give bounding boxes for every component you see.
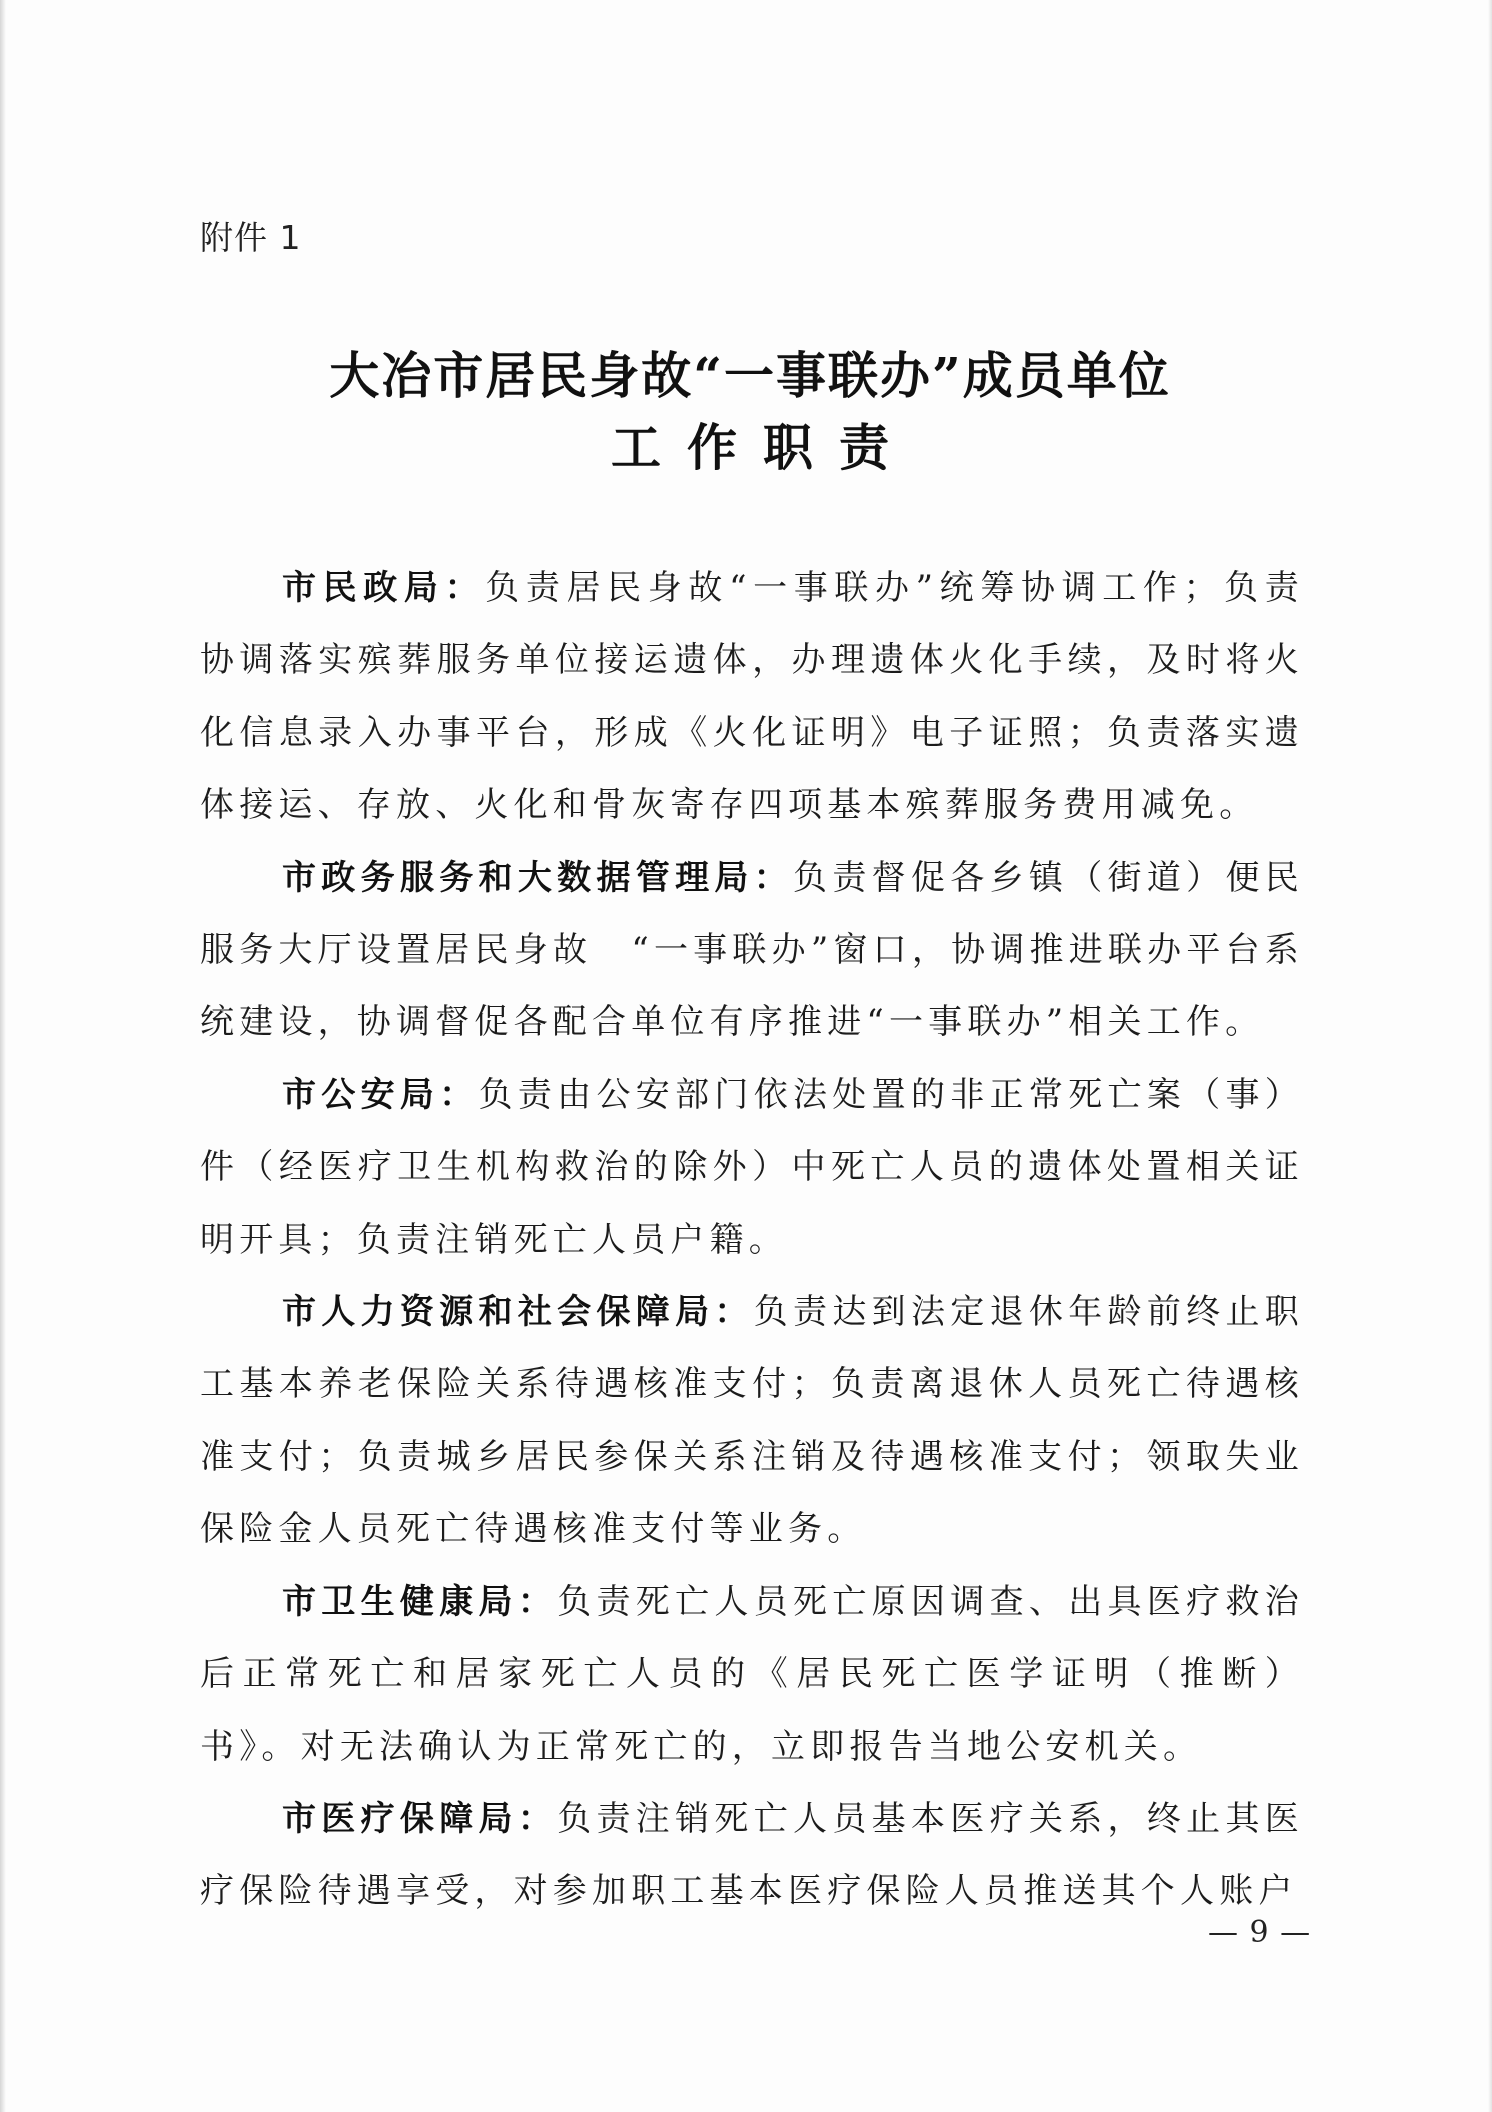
document-body [200,552,1304,1928]
department-name: 市人力资源和社会保障局： [282,1292,754,1333]
paragraph-government-services [200,842,1304,1059]
paragraph-text: 负责督促各乡镇（街道）便民服务大厅设置居民身故 “一事联办”窗口，协调推进联办平台系统建设，协调督促各配合单位有序推进“一事联办”相关工作。 [200,857,1304,1043]
paragraph-public-security [200,1059,1304,1276]
document-title-line-1: 大冶市居民身故“一事联办”成员单位 [329,346,1171,405]
department-name: 市医疗保障局： [282,1798,558,1839]
department-name: 市卫生健康局： [282,1581,558,1622]
attachment-label: 附件 1 [200,218,302,257]
paragraph-civil-affairs [200,552,1304,842]
department-name: 市政务服务和大数据管理局： [282,857,794,898]
scan-edge-left [0,0,6,2112]
paragraph-human-resources [200,1276,1304,1566]
document-title-line-2: 工作职责 [611,418,915,477]
paragraph-text: 负责达到法定退休年龄前终止职工基本养老保险关系待遇核准支付；负责离退休人员死亡待遇核准支付；负责城乡居民参保关系注销及待遇核准支付；领取失业保险金人员死亡待遇核准支付等业务。 [200,1292,1304,1550]
paragraph-text: 负责死亡人员死亡原因调查、出具医疗救治后正常死亡和居家死亡人员的《居民死亡医学证明（推断）书》。对无法确认为正常死亡的，立即报告当地公安机关。 [200,1581,1304,1767]
paragraph-medical-security [200,1783,1304,1928]
scan-edge-right [1488,0,1492,2112]
paragraph-text: 负责由公安部门依法处置的非正常死亡案（事）件（经医疗卫生机构救治的除外）中死亡人员的遗体处置相关证明开具；负责注销死亡人员户籍。 [200,1074,1304,1260]
paragraph-health [200,1566,1304,1783]
paragraph-text: 负责居民身故“一事联办”统筹协调工作；负责协调落实殡葬服务单位接运遗体，办理遗体火化手续，及时将火化信息录入办事平台，形成《火化证明》电子证照；负责落实遗体接运、存放、火化和骨灰寄存四项基本殡葬服务费用减免。 [200,568,1305,826]
paragraph-text: 负责注销死亡人员基本医疗关系，终止其医疗保险待遇享受，对参加职工基本医疗保险人员推送其个人账户 [200,1798,1304,1912]
department-name: 市公安局： [282,1074,479,1115]
department-name: 市民政局： [282,568,486,608]
page-number: — 9 — [1208,1915,1312,1950]
